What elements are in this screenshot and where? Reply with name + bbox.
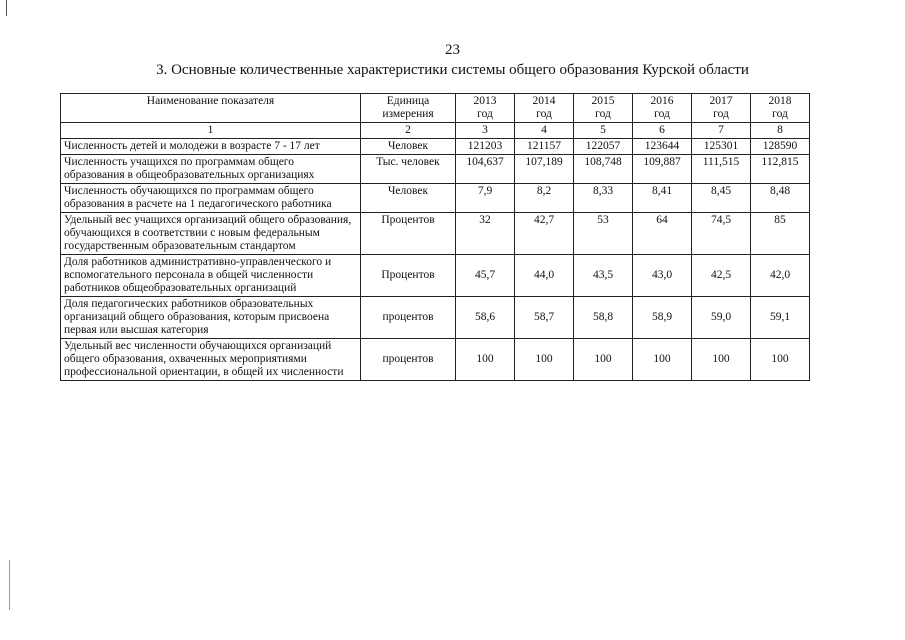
- value-cell: 121157: [515, 139, 574, 155]
- value-cell: 42,7: [515, 213, 574, 255]
- value-cell: 45,7: [456, 255, 515, 297]
- indicator-name: Удельный вес численности обучающихся организаций общего образования, охваченных мероприятиями профессиональной ориентации, в общей их численности: [61, 339, 361, 381]
- header-year: [574, 94, 633, 123]
- column-number: 7: [692, 123, 751, 139]
- header-year-label: 2015: [591, 95, 615, 107]
- value-cell: 58,8: [574, 297, 633, 339]
- header-year-sub: год: [654, 108, 670, 120]
- table-row: [61, 339, 810, 381]
- value-cell: 64: [633, 213, 692, 255]
- indicator-name: Численность учащихся по программам общего образования в общеобразовательных организациях: [61, 155, 361, 184]
- value-cell: 42,5: [692, 255, 751, 297]
- header-unit-line1: Единица: [386, 95, 430, 107]
- header-unit-line2: измерения: [382, 108, 434, 120]
- value-cell: 100: [456, 339, 515, 381]
- value-cell: 100: [574, 339, 633, 381]
- value-cell: 58,7: [515, 297, 574, 339]
- value-cell: 125301: [692, 139, 751, 155]
- value-cell: 53: [574, 213, 633, 255]
- header-year: [456, 94, 515, 123]
- column-number: 1: [61, 123, 361, 139]
- header-year-label: 2016: [650, 95, 674, 107]
- value-cell: 74,5: [692, 213, 751, 255]
- value-cell: 44,0: [515, 255, 574, 297]
- header-row: [61, 94, 810, 123]
- value-cell: 8,2: [515, 184, 574, 213]
- value-cell: 128590: [751, 139, 810, 155]
- value-cell: 42,0: [751, 255, 810, 297]
- value-cell: 122057: [574, 139, 633, 155]
- value-cell: 123644: [633, 139, 692, 155]
- value-cell: 107,189: [515, 155, 574, 184]
- value-cell: 111,515: [692, 155, 751, 184]
- table-row: [61, 139, 810, 155]
- value-cell: 100: [692, 339, 751, 381]
- value-cell: 100: [633, 339, 692, 381]
- header-year: [692, 94, 751, 123]
- unit-cell: Человек: [361, 184, 456, 213]
- value-cell: 58,6: [456, 297, 515, 339]
- table-row: [61, 155, 810, 184]
- scan-edge-mark: [6, 0, 7, 16]
- unit-cell: Процентов: [361, 213, 456, 255]
- value-cell: 58,9: [633, 297, 692, 339]
- header-year-sub: год: [477, 108, 493, 120]
- value-cell: 7,9: [456, 184, 515, 213]
- value-cell: 8,41: [633, 184, 692, 213]
- header-year-label: 2013: [473, 95, 497, 107]
- column-number: 3: [456, 123, 515, 139]
- scan-edge-mark: [9, 560, 10, 610]
- value-cell: 121203: [456, 139, 515, 155]
- unit-cell: Процентов: [361, 255, 456, 297]
- header-year: [515, 94, 574, 123]
- value-cell: 32: [456, 213, 515, 255]
- value-cell: 104,637: [456, 155, 515, 184]
- table-row: [61, 255, 810, 297]
- column-number: 2: [361, 123, 456, 139]
- value-cell: 8,48: [751, 184, 810, 213]
- header-year: [633, 94, 692, 123]
- value-cell: 59,1: [751, 297, 810, 339]
- table-row: [61, 184, 810, 213]
- value-cell: 8,45: [692, 184, 751, 213]
- header-year-sub: год: [595, 108, 611, 120]
- column-number: 5: [574, 123, 633, 139]
- indicator-name: Численность обучающихся по программам общего образования в расчете на 1 педагогического работника: [61, 184, 361, 213]
- value-cell: 100: [751, 339, 810, 381]
- value-cell: 85: [751, 213, 810, 255]
- unit-cell: Человек: [361, 139, 456, 155]
- table-row: [61, 297, 810, 339]
- value-cell: 109,887: [633, 155, 692, 184]
- value-cell: 43,5: [574, 255, 633, 297]
- numbering-row: [61, 123, 810, 139]
- value-cell: 59,0: [692, 297, 751, 339]
- header-year-label: 2017: [709, 95, 733, 107]
- value-cell: 43,0: [633, 255, 692, 297]
- document-title: 3. Основные количественные характеристики системы общего образования Курской области: [156, 62, 749, 78]
- indicator-name: Численность детей и молодежи в возрасте 7 - 17 лет: [61, 139, 361, 155]
- header-year-sub: год: [536, 108, 552, 120]
- column-number: 4: [515, 123, 574, 139]
- column-number: 6: [633, 123, 692, 139]
- page-number: 23: [445, 42, 460, 58]
- unit-cell: Тыс. человек: [361, 155, 456, 184]
- value-cell: 112,815: [751, 155, 810, 184]
- header-unit: [361, 94, 456, 123]
- column-number: 8: [751, 123, 810, 139]
- header-year-sub: год: [713, 108, 729, 120]
- statistics-table: [60, 93, 810, 381]
- unit-cell: процентов: [361, 339, 456, 381]
- header-year-sub: год: [772, 108, 788, 120]
- table-row: [61, 213, 810, 255]
- value-cell: 100: [515, 339, 574, 381]
- value-cell: 108,748: [574, 155, 633, 184]
- header-year-label: 2018: [768, 95, 792, 107]
- indicator-name: Доля работников административно-управленческого и вспомогательного персонала в общей численности работников общеобразовательных организаций: [61, 255, 361, 297]
- indicator-name: Удельный вес учащихся организаций общего образования, обучающихся в соответствии с новым федеральным государственным образовательным стандартом: [61, 213, 361, 255]
- value-cell: 8,33: [574, 184, 633, 213]
- indicator-name: Доля педагогических работников образовательных организаций общего образования, которым присвоена первая или высшая категория: [61, 297, 361, 339]
- header-name: Наименование показателя: [61, 94, 361, 123]
- unit-cell: процентов: [361, 297, 456, 339]
- header-year-label: 2014: [532, 95, 556, 107]
- header-year: [751, 94, 810, 123]
